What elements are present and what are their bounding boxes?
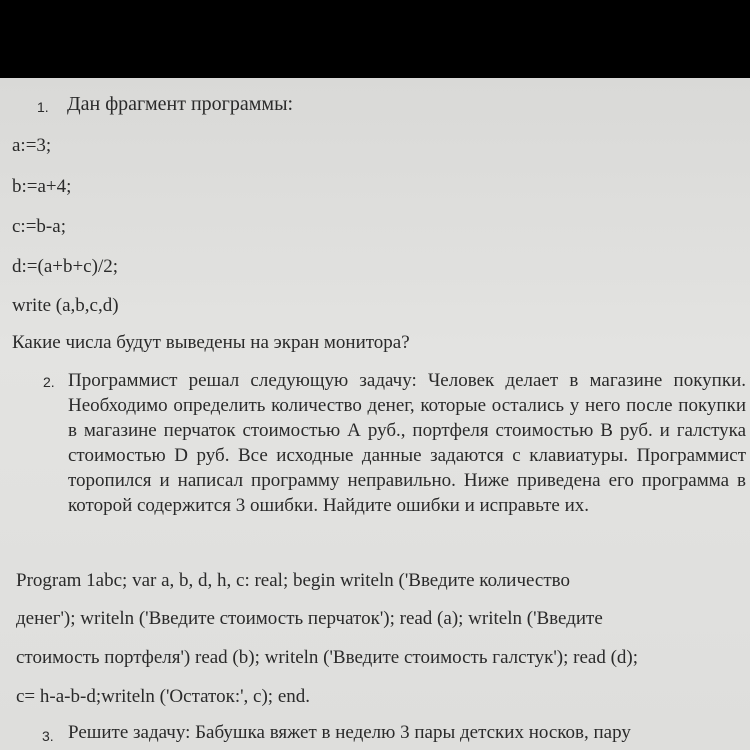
task1-number: 1. — [37, 99, 49, 115]
task3-text: Решите задачу: Бабушка вяжет в неделю 3 пары детских носков, пару — [68, 722, 631, 743]
task2-number: 2. — [43, 374, 55, 390]
task1-title: Дан фрагмент программы: — [67, 93, 294, 115]
code-line-4: d:=(a+b+c)/2; — [12, 256, 119, 277]
code-line-1: a:=3; — [12, 135, 52, 156]
code-line-3: c:=b-a; — [12, 216, 66, 237]
task3-number: 3. — [42, 728, 54, 744]
program-line-3: стоимость портфеля') read (b); writeln ('Введите стоимость галстук'); read (d); — [16, 647, 639, 668]
document-page — [0, 78, 750, 750]
task2-text: Программист решал следующую задачу: Человек делает в магазине покупки. Необходимо определить количество денег, которые остались у него после покупки в магазине перчаток стоимостью А руб., портфеля стоимостью В руб. и галстука стоимостью D руб. Все исходные данные задаются с клавиатуры. Программист торопился и написал программу неправильно. Ниже приведена его программа в которой содержится 3 ошибки. Найдите ошибки и исправьте их. — [68, 370, 746, 516]
code-line-2: b:=a+4; — [12, 176, 72, 197]
program-line-1: Program 1abc; var a, b, d, h, c: real; begin writeln ('Введите количество — [16, 570, 571, 591]
program-line-4: c= h-a-b-d;writeln ('Остаток:', c); end. — [16, 686, 310, 707]
code-line-5: write (a,b,c,d) — [12, 295, 119, 316]
program-line-2: денег'); writeln ('Введите стоимость перчаток'); read (a); writeln ('Введите — [16, 608, 603, 629]
task1-question: Какие числа будут выведены на экран монитора? — [12, 332, 410, 353]
